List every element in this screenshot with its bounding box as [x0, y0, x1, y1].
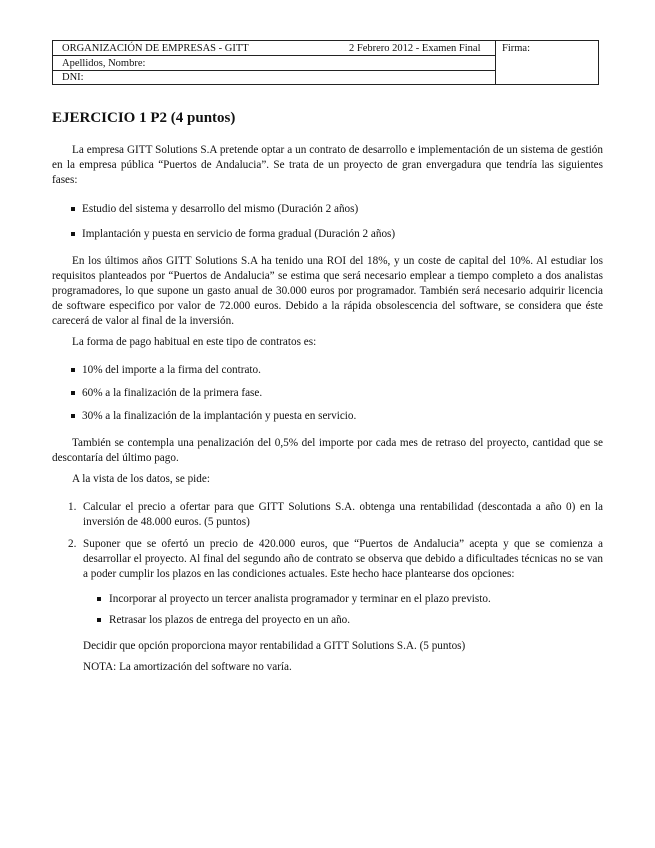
question-item: 1. Calcular el precio a ofertar para que GITT Solutions S.A. obtenga una rentabilidad (descontada a año 0) en la inversión de 48.000 euros. (5 puntos) — [68, 501, 603, 528]
exercise-title: EJERCICIO 1 P2 (4 puntos) — [52, 110, 236, 126]
exam-date: 2 Febrero 2012 - Examen Final — [349, 43, 481, 54]
questions-list — [52, 500, 603, 582]
list-item: Retrasar los plazos de entrega del proyecto en un año. — [52, 613, 603, 628]
list-item: 30% a la finalización de la implantación y puesta en servicio. — [52, 409, 603, 424]
phases-list — [52, 202, 603, 242]
options-list — [52, 592, 603, 628]
payments-list — [52, 363, 603, 424]
penalty-paragraph: También se contempla una penalización del 0,5% del importe por cada mes de retraso del proyecto, cantidad que se descontaría del último pago. — [52, 437, 603, 464]
list-item: Estudio del sistema y desarrollo del mismo (Duración 2 años) — [52, 202, 603, 217]
list-item: 60% a la finalización de la primera fase. — [52, 386, 603, 401]
list-item: 10% del importe a la firma del contrato. — [52, 363, 603, 378]
decide-text: Decidir que opción proporciona mayor rentabilidad a GITT Solutions S.A. (5 puntos) — [83, 640, 466, 652]
exam-header-table — [52, 40, 599, 85]
context-paragraph: En los últimos años GITT Solutions S.A ha tenido una ROI del 18%, y un coste de capital del 10%. Al estudiar los requisitos planteados por “Puertos de Andalucia” se estima que será necesario emplear a tiempo completo a dos analistas programadores, lo que supone un gasto anual de 30.000 euros por programador. También será necesario adquirir licencia de software especifico por valor de 72.000 euros. Debido a la rápida obsolescencia del software, se considera que éste carecerá de valor al final de la inversión. — [52, 255, 603, 327]
header-divider — [53, 70, 495, 71]
name-label: Apellidos, Nombre: — [62, 58, 146, 69]
ask-intro: A la vista de los datos, se pide: — [72, 473, 210, 485]
bullet-icon — [71, 368, 75, 372]
bullet-icon — [71, 391, 75, 395]
list-item: Incorporar al proyecto un tercer analista programador y terminar en el plazo previsto. — [52, 592, 603, 607]
dni-label: DNI: — [62, 72, 84, 83]
bullet-icon — [71, 207, 75, 211]
signature-label: Firma: — [502, 43, 530, 54]
bullet-icon — [71, 232, 75, 236]
exercise-body — [52, 108, 603, 675]
header-divider — [53, 55, 495, 56]
header-divider — [495, 41, 496, 84]
list-item: Implantación y puesta en servicio de forma gradual (Duración 2 años) — [52, 227, 603, 242]
bullet-icon — [97, 618, 101, 622]
question-item: 2. Suponer que se ofertó un precio de 420.000 euros, que “Puertos de Andalucia” acepta y que se comienza a desarrollar el proyecto. Al final del segundo año de contrato se observa que debido a dificultades técnicas no se van a poder cumplir los plazos en las condiciones actuales. Este hecho hace plantearse dos opciones: — [68, 538, 603, 580]
note-text: NOTA: La amortización del software no varía. — [83, 661, 292, 673]
bullet-icon — [71, 414, 75, 418]
course-name: ORGANIZACIÓN DE EMPRESAS - GITT — [62, 43, 249, 54]
bullet-icon — [97, 597, 101, 601]
payment-intro: La forma de pago habitual en este tipo de contratos es: — [72, 336, 317, 348]
intro-paragraph: La empresa GITT Solutions S.A pretende optar a un contrato de desarrollo e implementación de un sistema de gestión en la empresa pública “Puertos de Andalucia”. Se trata de un proyecto de gran envergadura que tendría las siguientes fases: — [52, 144, 603, 186]
